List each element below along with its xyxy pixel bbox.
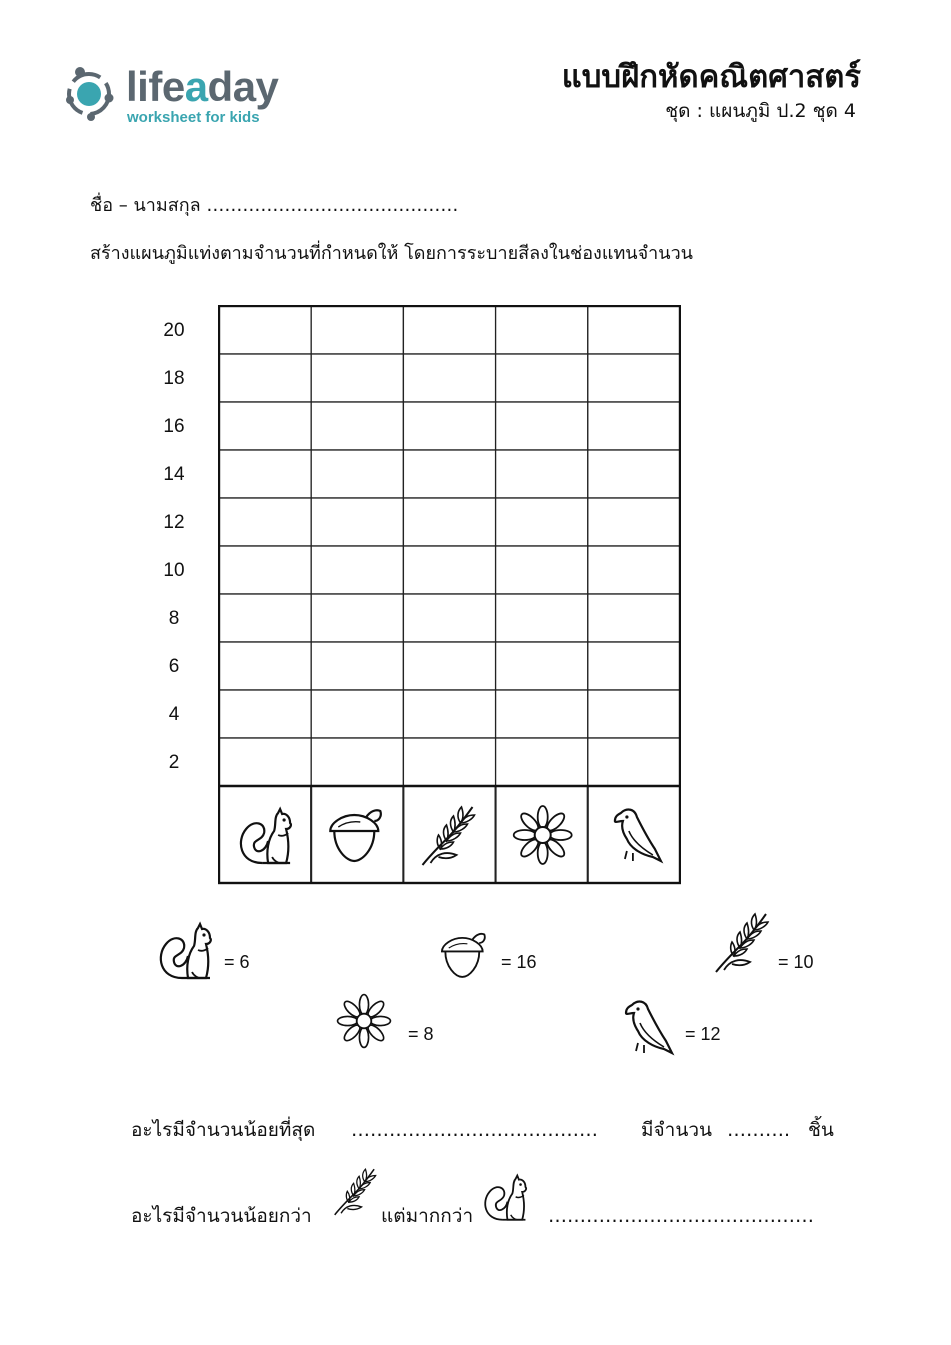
lifeaday-logo — [58, 60, 128, 130]
grid-cell[interactable] — [403, 450, 495, 498]
question-1-text: อะไรมีจำนวนน้อยที่สุด — [131, 1119, 316, 1141]
grid-cell[interactable] — [219, 690, 311, 738]
grid-cell[interactable] — [496, 738, 588, 786]
grid-cell[interactable] — [496, 642, 588, 690]
grid-cell[interactable] — [219, 450, 311, 498]
grid-cell[interactable] — [496, 498, 588, 546]
grid-cell[interactable] — [219, 546, 311, 594]
y-tick-label: 16 — [163, 416, 185, 437]
question-2-wheat-icon — [330, 1160, 382, 1224]
question-2-answer-blank[interactable]: …………………………………… — [548, 1205, 814, 1227]
grid-cell[interactable] — [311, 306, 403, 354]
legend-flower-icon — [330, 990, 398, 1052]
grid-cell[interactable] — [311, 402, 403, 450]
question-2-squirrel-icon — [478, 1168, 532, 1224]
grid-cell[interactable] — [588, 450, 680, 498]
legend-squirrel-icon — [152, 916, 218, 982]
grid-cell[interactable] — [311, 642, 403, 690]
grid-cell[interactable] — [311, 738, 403, 786]
grid-cell[interactable] — [496, 402, 588, 450]
grid-cell[interactable] — [496, 546, 588, 594]
category-cell — [219, 786, 311, 883]
grid-cell[interactable] — [588, 738, 680, 786]
question-1-count-blank[interactable]: ………. — [727, 1119, 791, 1141]
grid-cell[interactable] — [219, 306, 311, 354]
grid-cell[interactable] — [588, 642, 680, 690]
y-tick-label: 2 — [168, 752, 180, 773]
grid-cell[interactable] — [311, 594, 403, 642]
name-field-line: ชื่อ – นามสกุล …………………………………… — [90, 195, 459, 216]
grid-cell[interactable] — [311, 354, 403, 402]
grid-cell[interactable] — [588, 594, 680, 642]
grid-cell[interactable] — [403, 642, 495, 690]
legend-acorn-icon — [432, 926, 496, 982]
question-2-mid-text: แต่มากกว่า — [381, 1205, 474, 1227]
grid-cell[interactable] — [588, 354, 680, 402]
y-tick-label: 14 — [163, 464, 185, 485]
grid-cell[interactable] — [588, 546, 680, 594]
grid-cell[interactable] — [219, 642, 311, 690]
grid-cell[interactable] — [403, 738, 495, 786]
worksheet-title: แบบฝึกหัดคณิตศาสตร์ — [561, 59, 861, 95]
grid-cell[interactable] — [496, 354, 588, 402]
grid-cell[interactable] — [588, 498, 680, 546]
question-1-unit: ชิ้น — [808, 1119, 834, 1141]
y-tick-label: 4 — [168, 704, 180, 725]
bar-chart-grid — [218, 305, 681, 885]
legend-wheat-value: = 10 — [778, 952, 814, 972]
grid-cell[interactable] — [311, 690, 403, 738]
question-1-answer-blank[interactable]: ………………………………… — [351, 1119, 598, 1141]
grid-cell[interactable] — [403, 594, 495, 642]
grid-cell[interactable] — [403, 354, 495, 402]
y-tick-label: 10 — [163, 560, 185, 581]
grid-cell[interactable] — [496, 690, 588, 738]
legend-squirrel-value: = 6 — [224, 952, 250, 972]
y-tick-label: 6 — [168, 656, 180, 677]
grid-cell[interactable] — [403, 546, 495, 594]
question-2-text: อะไรมีจำนวนน้อยกว่า — [131, 1205, 312, 1227]
grid-cell[interactable] — [403, 306, 495, 354]
y-tick-label: 18 — [163, 368, 185, 389]
grid-cell[interactable] — [588, 690, 680, 738]
category-cell — [311, 786, 403, 883]
grid-cell[interactable] — [219, 738, 311, 786]
legend-wheat-icon — [710, 906, 776, 980]
y-tick-label: 20 — [163, 320, 185, 341]
legend-bird-value: = 12 — [685, 1024, 721, 1044]
instruction-text: สร้างแผนภูมิแท่งตามจำนวนที่กำหนดให้ โดยการระบายสีลงในช่องแทนจำนวน — [90, 243, 693, 264]
grid-cell[interactable] — [496, 594, 588, 642]
grid-cell[interactable] — [588, 402, 680, 450]
grid-cell[interactable] — [311, 450, 403, 498]
category-cell — [588, 786, 680, 883]
grid-cell[interactable] — [311, 546, 403, 594]
grid-cell[interactable] — [219, 402, 311, 450]
legend-bird-icon — [612, 992, 676, 1060]
grid-cell[interactable] — [311, 498, 403, 546]
legend-flower-value: = 8 — [408, 1024, 434, 1044]
grid-cell[interactable] — [588, 306, 680, 354]
grid-cell[interactable] — [403, 690, 495, 738]
y-tick-label: 12 — [163, 512, 185, 533]
brand-tagline: worksheet for kids — [127, 109, 260, 126]
question-1-count-label: มีจำนวน — [641, 1119, 712, 1141]
grid-cell[interactable] — [403, 402, 495, 450]
brand-name: lifeaday — [126, 63, 279, 110]
grid-cell[interactable] — [403, 498, 495, 546]
grid-cell[interactable] — [496, 306, 588, 354]
grid-cell[interactable] — [219, 498, 311, 546]
y-tick-label: 8 — [168, 608, 180, 629]
grid-cell[interactable] — [219, 594, 311, 642]
legend-acorn-value: = 16 — [501, 952, 537, 972]
worksheet-subtitle: ชุด : แผนภูมิ ป.2 ชุด 4 — [665, 100, 856, 122]
grid-cell[interactable] — [219, 354, 311, 402]
grid-cell[interactable] — [496, 450, 588, 498]
